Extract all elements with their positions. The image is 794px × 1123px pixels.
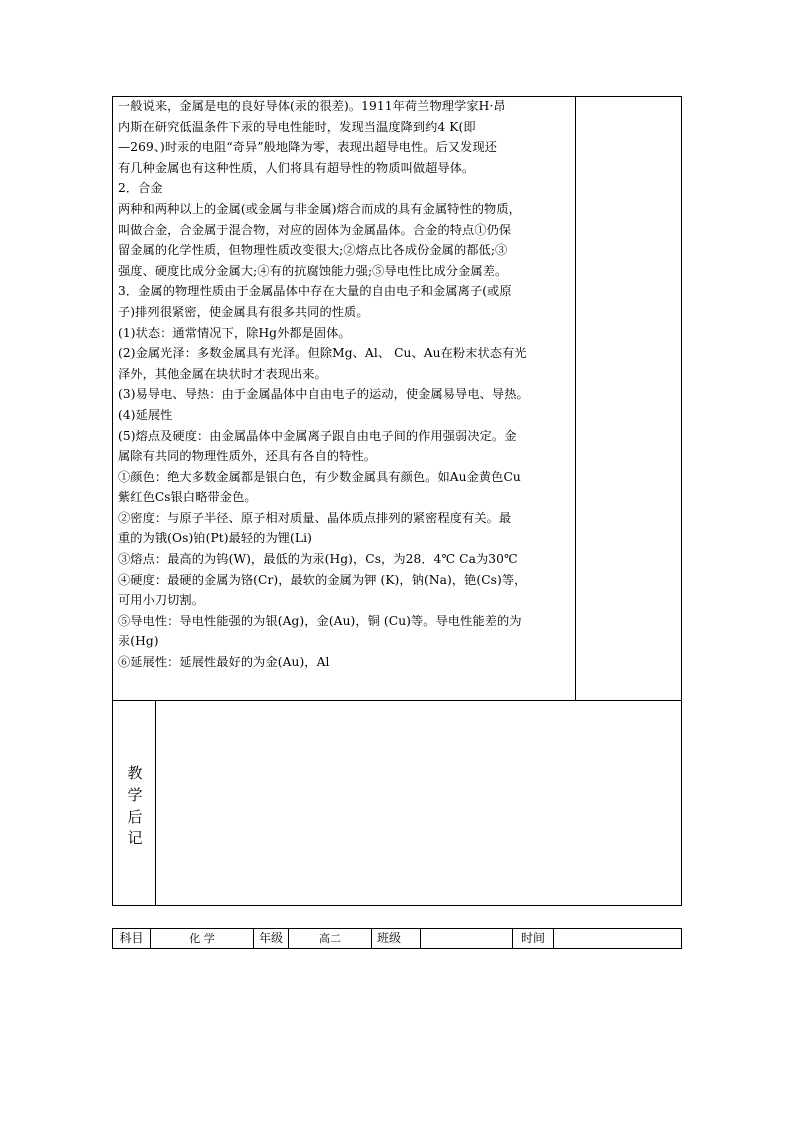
content-line: 2．合金 (118, 181, 163, 196)
content-line: 一般说来，金属是电的良好导体(汞的很差)。1911年荷兰物理学家H·昂 (118, 99, 506, 113)
postscript-label-char: 后 (127, 808, 143, 826)
content-line: 重的为锇(Os)铂(Pt)最轻的为锂(Li) (118, 531, 312, 546)
postscript-label-divider (155, 700, 156, 906)
subject-label: 科目 (119, 931, 144, 945)
content-line: 有几种金属也有这种性质，人们将具有超导性的物质叫做超导体。 (118, 160, 475, 175)
upper-table-bottom-border (112, 905, 682, 906)
content-line: (2)金属光泽：多数金属具有光泽。但除Mg、Al、 Cu、Au在粉末状态有光 (118, 346, 527, 361)
content-line: (4)延展性 (118, 407, 173, 422)
postscript-label-char: 教 (127, 764, 143, 782)
time-value[interactable] (554, 930, 681, 947)
content-line: 强度、硬度比成分金属大;④有的抗腐蚀能力强;⑤导电性比成分金属差。 (118, 263, 508, 278)
class-value[interactable] (421, 930, 512, 947)
content-line: 内斯在研究低温条件下汞的导电性能时，发现当温度降到约4 K(即 (118, 119, 476, 134)
postscript-content-area[interactable] (157, 702, 680, 904)
content-line: ④硬度：最硬的金属为铬(Cr)，最软的金属为钾 (K)，钠(Na)，铯(Cs)等， (118, 572, 527, 587)
content-line: (1)状态：通常情况下，除Hg外都是固体。 (118, 325, 351, 340)
info-row-right-border (681, 928, 682, 949)
content-line: 3．金属的物理性质由于金属晶体中存在大量的自由电子和金属离子(或原 (118, 284, 512, 299)
info-row-bottom-border (112, 948, 682, 949)
content-line: 叫做合金，合金属于混合物，对应的固体为金属晶体。合金的特点①仍保 (118, 222, 512, 237)
content-line: 泽外，其他金属在块状时才表现出来。 (118, 366, 327, 381)
content-line: ①颜色：绝大多数金属都是银白色，有少数金属具有颜色。如Au金黄色Cu (118, 469, 521, 484)
content-line: 两种和两种以上的金属(或金属与非金属)熔合而成的具有金属特性的物质， (118, 201, 521, 216)
content-line: (5)熔点及硬度：由金属晶体中金属离子跟自由电子间的作用强弱决定。金 (118, 428, 517, 443)
content-line: 属除有共同的物理性质外，还具有各自的特性。 (118, 449, 377, 464)
content-line: 汞(Hg) (118, 634, 159, 649)
content-line: (3)易导电、导热：由于金属晶体中自由电子的运动，使金属易导电、导热。 (118, 387, 529, 402)
grade-label: 年级 (258, 931, 283, 945)
content-line: 紫红色Cs银白略带金色。 (118, 490, 257, 505)
content-line: —269、)时汞的电阻“奇异”般地降为零，表现出超导电性。后又发现还 (118, 140, 498, 155)
content-line: ⑥延展性：延展性最好的为金(Au)，Al (118, 655, 330, 670)
content-line: ②密度：与原子半径、原子相对质量、晶体质点排列的紧密程度有关。最 (118, 510, 512, 525)
info-row-top-border (112, 928, 682, 929)
section-divider (112, 700, 682, 701)
postscript-label-char: 记 (127, 829, 143, 847)
class-label: 班级 (376, 931, 401, 945)
time-label: 时间 (520, 931, 545, 945)
content-line: ⑤导电性：导电性能强的为银(Ag)，金(Au)，铜 (Cu)等。导电性能差的为 (118, 613, 522, 628)
grade-value[interactable]: 高二 (319, 932, 341, 945)
content-notes-divider (575, 96, 576, 700)
postscript-label-char: 学 (127, 786, 143, 804)
content-line: 留金属的化学性质，但物理性质改变很大;②熔点比各成份金属的都低;③ (118, 243, 508, 258)
content-line: ③熔点：最高的为钨(W)，最低的为汞(Hg)，Cs，为28．4℃ Ca为30℃ (118, 552, 518, 567)
content-line: 子)排列很紧密，使金属具有很多共同的性质。 (118, 304, 369, 319)
subject-value[interactable]: 化 学 (189, 932, 215, 945)
upper-table-left-border (112, 96, 113, 906)
upper-table-right-border (681, 96, 682, 906)
content-line: 可用小刀切割。 (118, 593, 205, 608)
lesson-content (118, 96, 573, 673)
